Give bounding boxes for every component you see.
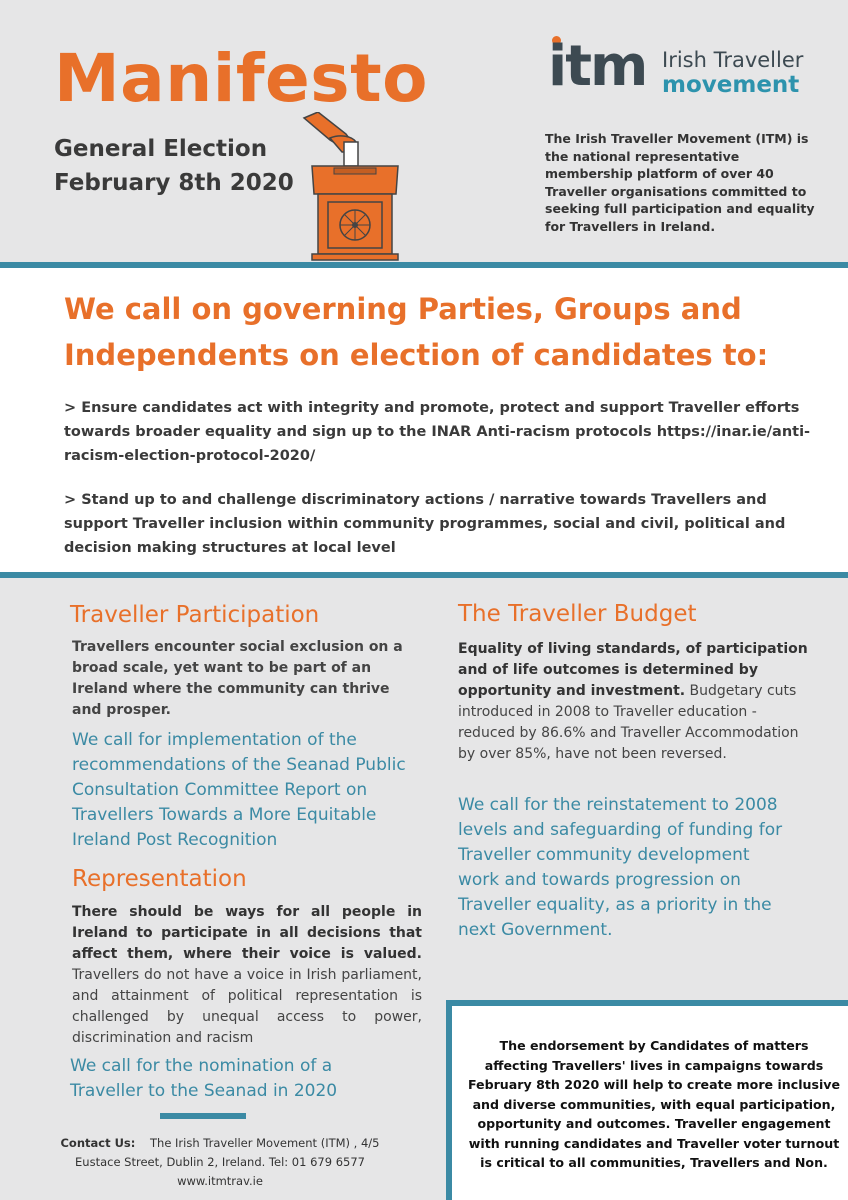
contact-org: The Irish Traveller Movement (ITM) , 4/5 xyxy=(150,1136,380,1150)
itm-intro: The Irish Traveller Movement (ITM) is the national representative membership platform of over 40 Traveller organisations committed to seeking full participation and equality for Travellers in Ireland. xyxy=(545,131,815,234)
contact-label: Contact Us: xyxy=(60,1136,136,1150)
call-heading: We call on governing Parties, Groups and Independents on election of candidates to: xyxy=(64,292,769,372)
representation-body-rest: Travellers do not have a voice in Irish parliament, and attainment of political representation is challenged by unequal access to power, discrimination and racism xyxy=(72,967,422,1046)
call-section xyxy=(0,268,848,572)
contact-line-1 xyxy=(50,1134,390,1153)
endorsement-text: The endorsement by Candidates of matters affecting Travellers' lives in campaigns towards February 8th 2020 will help to create more inclusive and diverse communities, with equal participation, opportunity and outcomes. Traveller engagement with running candidates and Traveller voter turnout is critical to all communities, Travellers and Non. xyxy=(467,1038,841,1170)
contact-website[interactable]: www.itmtrav.ie xyxy=(177,1174,263,1188)
budget-heading: The Traveller Budget xyxy=(458,601,697,627)
election-line-1: General Election xyxy=(54,136,268,162)
representation-body-bold: There should be ways for all people in Ireland to participate in all decisions that affect them, where their voice is valued. xyxy=(72,904,422,962)
representation-body xyxy=(72,902,422,1049)
call-point-2: > Stand up to and challenge discriminatory actions / narrative towards Travellers and support Traveller inclusion within community programmes, social and civil, political and decision making structures at local level xyxy=(64,492,786,556)
representation-heading: Representation xyxy=(72,866,247,892)
participation-call: We call for implementation of the recommendations of the Seanad Public Consultation Committee Report on Travellers Towards a More Equitable Ireland Post Recognition xyxy=(72,730,406,850)
ballot-box-icon xyxy=(300,112,410,262)
election-line-2: February 8th 2020 xyxy=(54,170,294,196)
logo-text-line-1: Irish Traveller xyxy=(662,48,804,72)
participation-body: Travellers encounter social exclusion on a broad scale, yet want to be part of an Ireland where the community can thrive and prosper. xyxy=(72,639,403,718)
representation-call: We call for the nomination of a Traveller to the Seanad in 2020 xyxy=(70,1056,338,1101)
divider-middle xyxy=(0,572,848,578)
participation-heading: Traveller Participation xyxy=(70,602,320,628)
budget-call: We call for the reinstatement to 2008 levels and safeguarding of funding for Traveller community development work and towards progression on Traveller equality, as a priority in the next Government. xyxy=(458,795,783,940)
endorsement-box xyxy=(446,1000,848,1200)
itm-logo xyxy=(548,36,828,106)
contact-divider xyxy=(160,1113,246,1119)
page-title: Manifesto xyxy=(54,40,428,117)
header xyxy=(0,0,848,262)
contact-info xyxy=(50,1134,390,1191)
logo-mark: itm xyxy=(548,34,647,99)
budget-body-rest: Budgetary cuts introduced in 2008 to Traveller education -reduced by 86.6% and Traveller Accommodation by over 85%, have not been reversed. xyxy=(458,683,799,762)
call-point-1: > Ensure candidates act with integrity and promote, protect and support Traveller efforts towards broader equality and sign up to the INAR Anti-racism protocols https://inar.ie/anti-racism-election-protocol-2020/ xyxy=(64,400,811,464)
logo-text-line-2: movement xyxy=(662,72,800,98)
contact-address: Eustace Street, Dublin 2, Ireland. Tel: 01 679 6577 xyxy=(75,1155,365,1169)
budget-body-bold: Equality of living standards, of participation and of life outcomes is determined by opportunity and investment. xyxy=(458,641,808,699)
election-date xyxy=(54,132,294,200)
budget-body xyxy=(458,639,812,765)
